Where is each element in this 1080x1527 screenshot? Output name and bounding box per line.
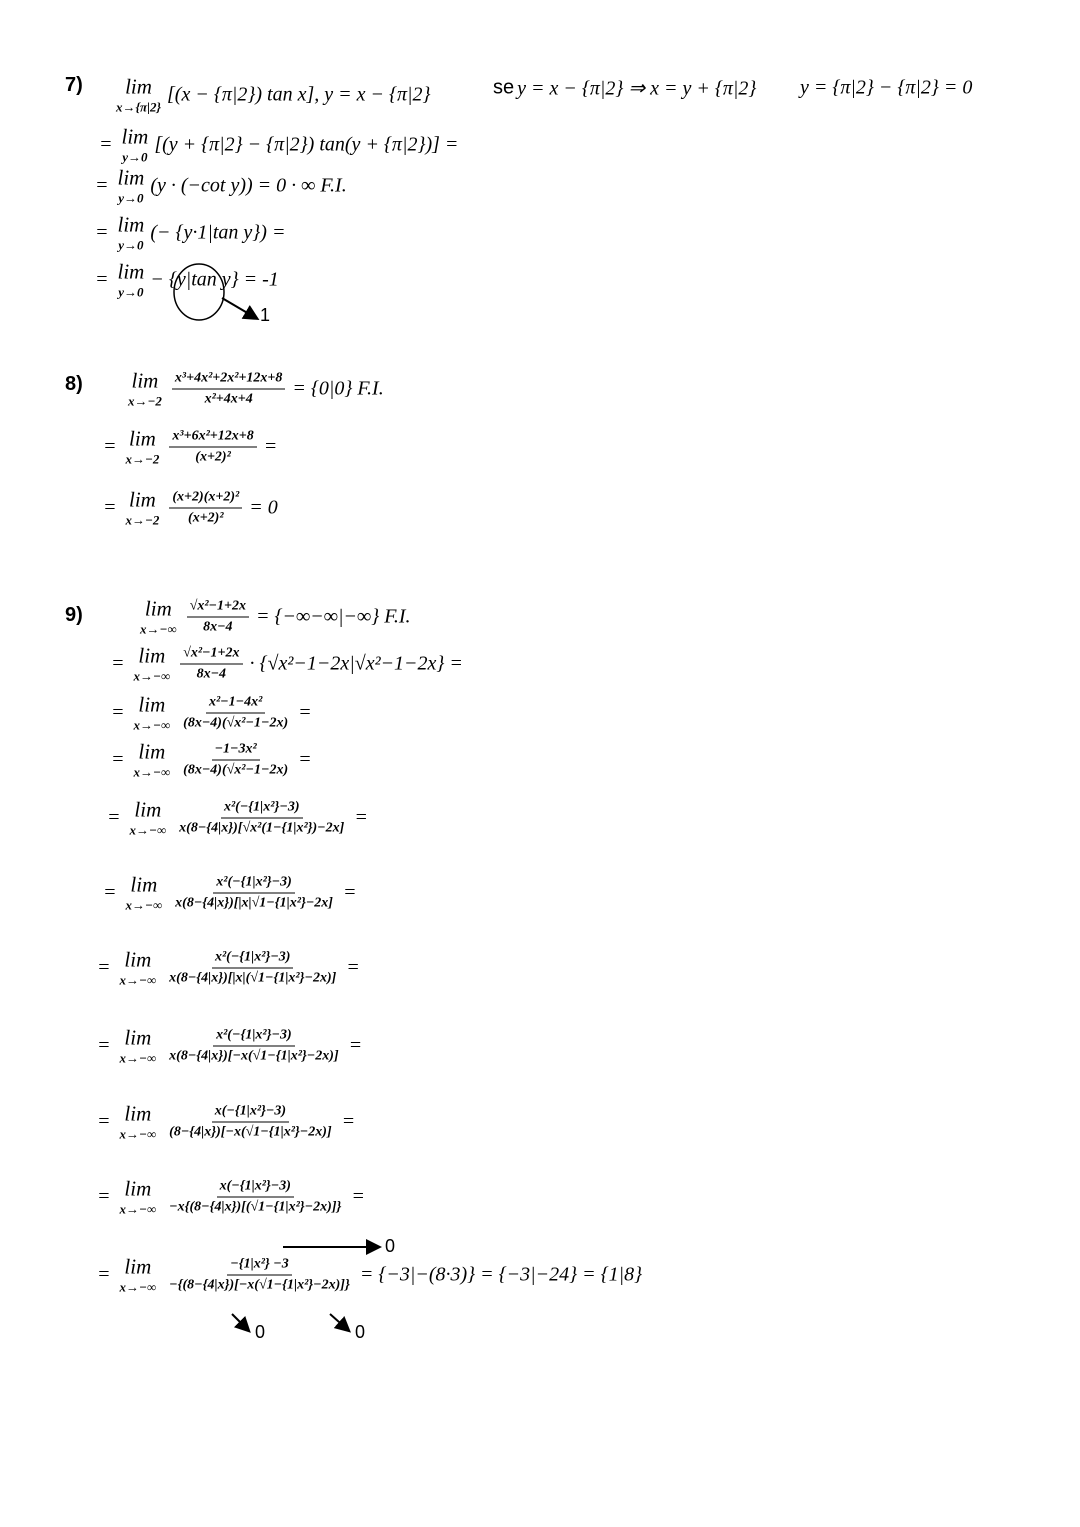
limit-operator [125, 487, 160, 528]
fraction [169, 490, 242, 527]
lim-word: lim [144, 596, 172, 621]
limit-subscript: y→0 [118, 190, 144, 206]
equals-sign: = [97, 1185, 111, 1208]
fraction [172, 371, 286, 408]
lim-word: lim [117, 165, 145, 190]
limit-subscript: x→−∞ [140, 621, 177, 637]
equals-sign: = [99, 133, 113, 156]
denominator: −{(8−{4|x})[−x(√1−{1|x²}−2x)]} [169, 1277, 350, 1293]
substitution-note [490, 76, 756, 101]
lim-word: lim [124, 1176, 152, 1201]
denominator: 8x−4 [203, 619, 233, 635]
limit-operator [119, 1101, 157, 1142]
limit-operator [119, 1025, 157, 1066]
math-step [94, 947, 363, 988]
limit-subscript: x→−∞ [119, 1279, 157, 1295]
numerator: x²(−{1|x²}−3) [221, 800, 303, 819]
limit-operator [119, 1176, 157, 1217]
numerator: x²(−{1|x²}−3) [212, 950, 294, 969]
limit-operator [133, 739, 171, 780]
equals-sign: = [97, 956, 111, 979]
numerator: √x²−1+2x [187, 599, 249, 618]
denominator: x(8−{4|x})[−x(√1−{1|x²}−2x)] [169, 1048, 339, 1064]
equals-sign: = [111, 748, 125, 771]
arrow-value: 1 [260, 305, 271, 325]
substitution-expression: y = x − {π|2} ⇒ x = y + {π|2} [517, 77, 757, 100]
limit-value-expression: y = {π|2} − {π|2} = 0 [800, 76, 973, 99]
fraction [176, 800, 347, 837]
fraction [172, 875, 336, 912]
lim-word: lim [124, 947, 152, 972]
numerator: x³+6x²+12x+8 [169, 429, 256, 448]
equals-sign: = [95, 221, 109, 244]
math-step [92, 259, 279, 300]
limit-zero-label: 0 [255, 1322, 266, 1342]
limit-operator [119, 947, 157, 988]
limit-subscript: x→−∞ [133, 668, 171, 684]
problem-number: 7) [65, 74, 83, 96]
limit-value-note [800, 77, 972, 100]
fraction [166, 1028, 341, 1065]
limit-operator [119, 1254, 157, 1295]
equals-sign: = [103, 496, 117, 519]
limit-subscript: x→−∞ [125, 897, 163, 913]
equals-sign: = [107, 806, 121, 829]
fraction [169, 429, 256, 466]
lim-word: lim [129, 487, 156, 512]
lim-word: lim [138, 643, 166, 668]
step-expression: (− {y·1|tan y}) = [150, 221, 286, 244]
lim-word: lim [138, 692, 166, 717]
lim-word: lim [124, 1254, 152, 1279]
step-expression: − {y|tan y} = -1 [150, 268, 279, 291]
math-step [100, 487, 281, 528]
math-step [122, 368, 387, 409]
numerator: x(−{1|x²}−3) [217, 1179, 294, 1198]
step-result: · {√x²−1−2x|√x²−1−2x} = [249, 652, 463, 675]
limit-operator [128, 368, 162, 409]
step-result: = [354, 806, 368, 829]
step-result: = [298, 748, 312, 771]
limit-operator [129, 797, 167, 838]
step-result: = [346, 956, 360, 979]
lim-word: lim [129, 426, 156, 451]
math-step [104, 797, 371, 838]
math-step [100, 872, 359, 913]
limit-subscript: x→−∞ [119, 1126, 157, 1142]
limit-zero-label: 0 [385, 1236, 396, 1256]
lim-word: lim [131, 368, 159, 393]
equals-sign: = [103, 881, 117, 904]
fraction [166, 1179, 344, 1216]
limit-operator [117, 165, 145, 206]
math-step [94, 1025, 365, 1066]
step-result: = {−3|−(8·3)} = {−3|−24} = {1|8} [359, 1263, 643, 1286]
limit-operator [133, 692, 171, 733]
lim-word: lim [138, 739, 166, 764]
denominator: (x+2)² [188, 510, 224, 526]
math-step [108, 643, 466, 684]
fraction [180, 742, 291, 779]
lim-word: lim [124, 1101, 152, 1126]
math-step [96, 124, 459, 165]
step-expression: [(x − {π|2}) tan x], y = x − {π|2} [167, 83, 431, 106]
limit-operator [125, 426, 160, 467]
step-result: = 0 [249, 496, 278, 519]
denominator: x(8−{4|x})[|x|(√1−{1|x²}−2x)] [169, 970, 337, 986]
math-step [108, 692, 315, 733]
math-step [92, 212, 286, 253]
denominator: x(8−{4|x})[√x²(1−{1|x²})−2x] [179, 820, 345, 836]
equals-sign: = [97, 1263, 111, 1286]
arrow-annotation [232, 1314, 248, 1330]
denominator: 8x−4 [196, 666, 227, 682]
lim-word: lim [117, 212, 145, 237]
limit-subscript: x→−∞ [119, 972, 157, 988]
limit-zero-label: 0 [355, 1322, 366, 1342]
lim-word: lim [125, 74, 152, 99]
fraction [187, 599, 249, 636]
limit-subscript: x→−2 [128, 393, 162, 409]
limit-subscript: x→−2 [125, 512, 160, 528]
arrow-annotation [222, 298, 256, 318]
math-step [134, 596, 414, 637]
step-result: = [351, 1185, 365, 1208]
numerator: (x+2)(x+2)² [169, 490, 242, 509]
limit-operator [125, 872, 163, 913]
step-result: = [263, 435, 278, 458]
numerator: x²−1−4x² [206, 695, 265, 714]
limit-operator [116, 74, 162, 115]
limit-operator [133, 643, 171, 684]
denominator: x(8−{4|x})[|x|√1−{1|x²}−2x] [175, 895, 333, 911]
denominator: (8x−4)(√x²−1−2x) [183, 762, 289, 778]
step-result: = [342, 881, 357, 904]
math-step [100, 426, 280, 467]
math-step [94, 1176, 368, 1217]
numerator: −1−3x² [212, 742, 260, 761]
numerator: √x²−1+2x [180, 646, 242, 665]
lim-word: lim [124, 1025, 152, 1050]
fraction [166, 1257, 353, 1294]
math-step [110, 74, 431, 115]
step-result: = [298, 701, 312, 724]
limit-subscript: x→−∞ [133, 764, 171, 780]
arrow-annotation [330, 1314, 348, 1330]
step-result: = {0|0} F.I. [292, 377, 384, 400]
math-step [108, 739, 315, 780]
math-step [94, 1101, 358, 1142]
denominator: (8−{4|x})[−x(√1−{1|x²}−2x)] [169, 1124, 332, 1140]
lim-word: lim [121, 124, 149, 149]
equals-sign: = [95, 174, 109, 197]
numerator: x²(−{1|x²}−3) [213, 1028, 295, 1047]
step-result: = [341, 1110, 356, 1133]
fraction [180, 646, 242, 683]
limit-subscript: y→0 [122, 149, 148, 165]
problem-number: 8) [65, 373, 83, 395]
numerator: x(−{1|x²}−3) [212, 1104, 289, 1123]
limit-subscript: x→−∞ [119, 1050, 157, 1066]
numerator: −{1|x²} −3 [227, 1257, 292, 1276]
denominator: (x+2)² [195, 449, 231, 465]
lim-word: lim [130, 872, 158, 897]
limit-subscript: x→−∞ [119, 1201, 157, 1217]
math-step [94, 1254, 645, 1295]
numerator: x³+4x²+2x²+12x+8 [172, 371, 286, 390]
limit-subscript: y→0 [118, 284, 144, 300]
fraction [166, 1104, 334, 1141]
equals-sign: = [111, 652, 125, 675]
denominator: x²+4x+4 [204, 391, 253, 407]
denominator: −x{(8−{4|x})[(√1−{1|x²}−2x)]} [169, 1199, 342, 1215]
math-step [92, 165, 347, 206]
step-result: = [348, 1034, 363, 1057]
equals-sign: = [97, 1110, 111, 1133]
equals-sign: = [103, 435, 117, 458]
limit-operator [121, 124, 149, 165]
step-expression: (y · (−cot y)) = 0 · ∞ F.I. [150, 174, 347, 197]
limit-operator [117, 259, 145, 300]
denominator: (8x−4)(√x²−1−2x) [183, 715, 289, 731]
limit-subscript: x→−∞ [133, 717, 171, 733]
limit-subscript: y→0 [118, 237, 144, 253]
equals-sign: = [97, 1034, 111, 1057]
step-expression: [(y + {π|2} − {π|2}) tan(y + {π|2})] = [154, 133, 459, 156]
problem-number: 9) [65, 604, 83, 626]
fraction [166, 950, 339, 987]
note-se-word: se [493, 76, 515, 99]
limit-operator [117, 212, 145, 253]
limit-subscript: x→{π|2} [116, 99, 162, 115]
numerator: x²(−{1|x²}−3) [213, 875, 295, 894]
equals-sign: = [95, 268, 109, 291]
fraction [180, 695, 291, 732]
limit-subscript: x→−∞ [129, 822, 167, 838]
limit-operator [140, 596, 177, 637]
equals-sign: = [111, 701, 125, 724]
lim-word: lim [117, 259, 145, 284]
lim-word: lim [134, 797, 162, 822]
step-result: = {−∞−∞|−∞} F.I. [256, 605, 411, 628]
limit-subscript: x→−2 [125, 451, 160, 467]
